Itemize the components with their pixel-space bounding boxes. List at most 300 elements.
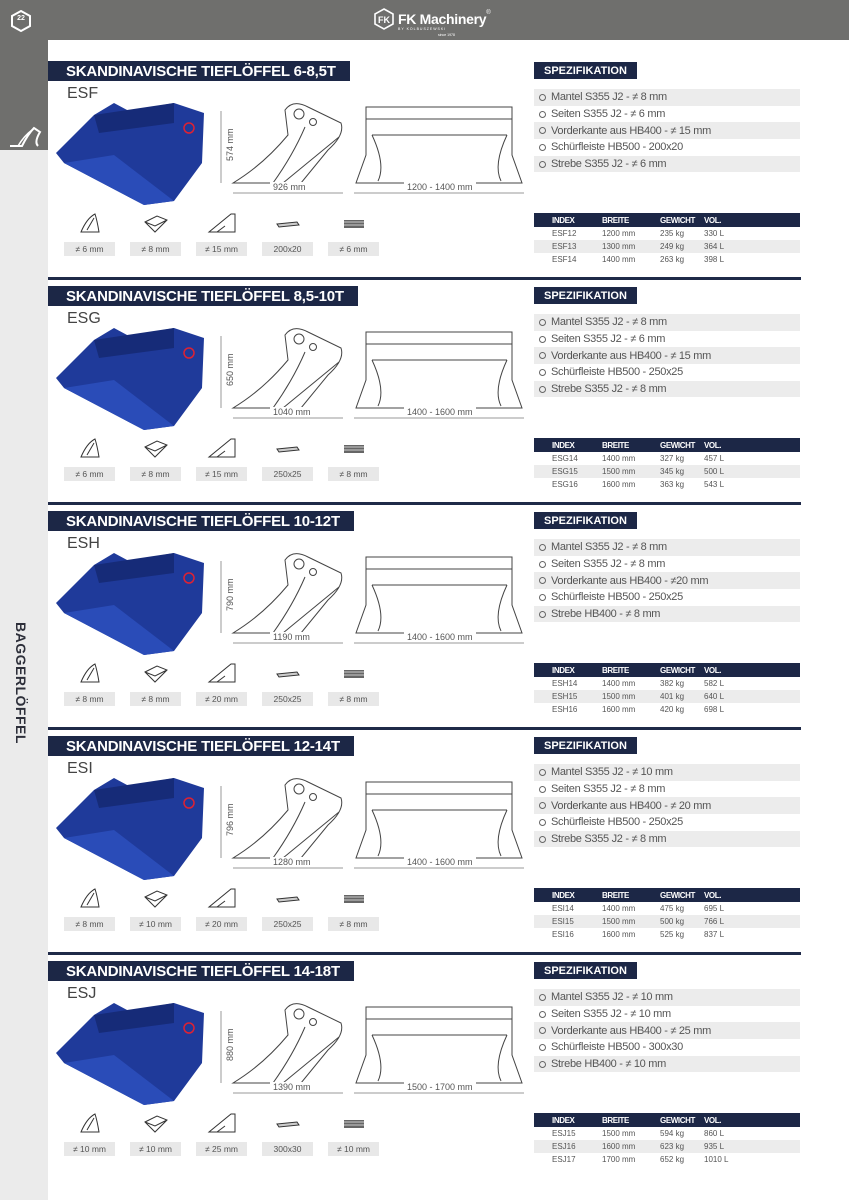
material-value: ≠ 20 mm (196, 692, 247, 706)
bullet-icon (539, 161, 546, 168)
table-row (534, 915, 800, 928)
bullet-icon (539, 1061, 546, 1068)
cell: 695 L (704, 904, 725, 913)
spec-list (534, 764, 800, 847)
cell: 330 L (704, 229, 725, 238)
cell: 640 L (704, 692, 725, 701)
cell: 363 kg (660, 480, 685, 489)
spec-text: Seiten S355 J2 - ≠ 6 mm (551, 108, 666, 121)
wear-strip-icon (275, 662, 301, 684)
cell: 401 kg (660, 692, 685, 701)
col-breite: BREITE (602, 1115, 629, 1125)
spec-heading-text: SPEZIFIKATION (544, 739, 627, 752)
material-value: ≠ 20 mm (196, 917, 247, 931)
col-index: INDEX (552, 215, 575, 225)
bullet-icon (539, 386, 546, 393)
material-value: ≠ 10 mm (328, 1142, 379, 1156)
material-seiten (130, 885, 181, 931)
strut-icon (341, 1112, 367, 1134)
material-icons-row (48, 435, 388, 495)
bucket-photo (54, 768, 209, 883)
material-mantel (64, 1110, 115, 1156)
col-breite: BREITE (602, 665, 629, 675)
cutting-edge-icon (207, 437, 237, 459)
spec-item (534, 364, 800, 381)
cell: 525 kg (660, 930, 685, 939)
spec-text: Schürfleiste HB500 - 300x30 (551, 1041, 683, 1054)
material-mantel (64, 660, 115, 706)
depth-dimension: 926 mm (270, 182, 309, 192)
height-dimension: 574 mm (225, 128, 235, 161)
cutting-edge-icon (207, 1112, 237, 1134)
spec-item (534, 331, 800, 348)
cell: 420 kg (660, 705, 685, 714)
cell: 1600 mm (602, 1142, 636, 1151)
bullet-icon (539, 594, 546, 601)
height-dimension: 880 mm (225, 1028, 235, 1061)
table-row (534, 1153, 800, 1166)
shell-plate-icon (77, 437, 103, 459)
cell: 364 L (704, 242, 725, 251)
cell: 1500 mm (602, 1129, 636, 1138)
col-gewicht: GEWICHT (660, 215, 695, 225)
product-code: ESH (67, 535, 100, 552)
spec-text: Strebe S355 J2 - ≠ 8 mm (551, 833, 667, 846)
material-value: ≠ 15 mm (196, 242, 247, 256)
spec-item (534, 589, 800, 606)
product-section-esi (48, 730, 849, 955)
spec-item (534, 814, 800, 831)
spec-item (534, 572, 800, 589)
cell: 1400 mm (602, 904, 636, 913)
material-mantel (64, 885, 115, 931)
cell: ESH14 (552, 679, 578, 688)
wear-strip-icon (275, 212, 301, 234)
spec-text: Seiten S355 J2 - ≠ 8 mm (551, 783, 666, 796)
spec-heading-text: SPEZIFIKATION (544, 64, 627, 77)
product-code: ESJ (67, 985, 97, 1002)
spec-heading-text: SPEZIFIKATION (544, 514, 627, 527)
material-value: 250x25 (262, 692, 313, 706)
bullet-icon (539, 786, 546, 793)
variant-table (534, 888, 800, 941)
bullet-icon (539, 544, 546, 551)
table-row (534, 465, 800, 478)
cell: ESI15 (552, 917, 574, 926)
table-row (534, 677, 800, 690)
cell: ESF14 (552, 255, 577, 264)
material-value: ≠ 10 mm (64, 1142, 115, 1156)
bucket-photo (54, 543, 209, 658)
cell: 1200 mm (602, 229, 636, 238)
width-dimension: 1200 - 1400 mm (404, 182, 476, 192)
wear-strip-icon (275, 437, 301, 459)
bucket-icon (8, 126, 42, 150)
bullet-icon (539, 1044, 546, 1051)
section-title (48, 736, 354, 756)
brand-logo (374, 8, 491, 38)
material-value: ≠ 8 mm (130, 467, 181, 481)
cell: 1010 L (704, 1155, 729, 1164)
cell: 860 L (704, 1129, 725, 1138)
depth-dimension: 1280 mm (270, 857, 314, 867)
col-breite: BREITE (602, 215, 629, 225)
shell-plate-icon (77, 887, 103, 909)
cell: ESJ17 (552, 1155, 576, 1164)
fk-logo-icon (374, 8, 394, 30)
spec-text: Vorderkante aus HB400 - ≠ 25 mm (551, 1024, 711, 1037)
spec-item (534, 106, 800, 123)
cell: 249 kg (660, 242, 685, 251)
bullet-icon (539, 1011, 546, 1018)
material-value: 250x25 (262, 467, 313, 481)
material-seiten (130, 210, 181, 256)
bullet-icon (539, 994, 546, 1001)
cell: ESI14 (552, 904, 574, 913)
bucket-photo (54, 93, 209, 208)
table-header (534, 663, 800, 677)
cell: 263 kg (660, 255, 685, 264)
cell: 837 L (704, 930, 725, 939)
material-vorderkante (196, 660, 247, 706)
product-code: ESG (67, 310, 101, 327)
cell: 935 L (704, 1142, 725, 1151)
cell: ESH16 (552, 705, 578, 714)
cell: 1600 mm (602, 480, 636, 489)
material-value: ≠ 8 mm (64, 692, 115, 706)
material-value: ≠ 6 mm (328, 242, 379, 256)
cell: ESG16 (552, 480, 578, 489)
strut-icon (341, 437, 367, 459)
cell: ESJ15 (552, 1129, 576, 1138)
spec-text: Mantel S355 J2 - ≠ 10 mm (551, 991, 673, 1004)
bullet-icon (539, 369, 546, 376)
cell: 698 L (704, 705, 725, 714)
material-strebe (328, 885, 379, 931)
bullet-icon (539, 577, 546, 584)
cell: 1400 mm (602, 454, 636, 463)
material-schuerfleiste (262, 885, 313, 931)
spec-list (534, 314, 800, 397)
spec-item (534, 347, 800, 364)
col-gewicht: GEWICHT (660, 1115, 695, 1125)
cell: ESG14 (552, 454, 578, 463)
col-breite: BREITE (602, 440, 629, 450)
bullet-icon (539, 611, 546, 618)
material-strebe (328, 660, 379, 706)
cell: 457 L (704, 454, 725, 463)
material-value: ≠ 8 mm (328, 917, 379, 931)
cell: 1700 mm (602, 1155, 636, 1164)
col-gewicht: GEWICHT (660, 890, 695, 900)
col-index: INDEX (552, 665, 575, 675)
table-row (534, 1140, 800, 1153)
spec-text: Seiten S355 J2 - ≠ 10 mm (551, 1008, 671, 1021)
spec-text: Mantel S355 J2 - ≠ 8 mm (551, 91, 667, 104)
col-vol: VOL. (704, 665, 722, 675)
spec-text: Strebe S355 J2 - ≠ 6 mm (551, 158, 667, 171)
height-dimension: 790 mm (225, 578, 235, 611)
cell: 1300 mm (602, 242, 636, 251)
bucket-photo (54, 993, 209, 1108)
table-row (534, 478, 800, 491)
variant-table (534, 213, 800, 266)
bullet-icon (539, 769, 546, 776)
cell: 1400 mm (602, 679, 636, 688)
cell: 1600 mm (602, 930, 636, 939)
material-strebe (328, 1110, 379, 1156)
table-row (534, 690, 800, 703)
material-schuerfleiste (262, 660, 313, 706)
spec-item (534, 539, 800, 556)
material-seiten (130, 660, 181, 706)
cell: ESF12 (552, 229, 577, 238)
bullet-icon (539, 144, 546, 151)
cell: 1500 mm (602, 917, 636, 926)
cell: 652 kg (660, 1155, 685, 1164)
spec-text: Seiten S355 J2 - ≠ 8 mm (551, 558, 666, 571)
material-value: ≠ 8 mm (130, 692, 181, 706)
material-value: ≠ 8 mm (328, 692, 379, 706)
table-header (534, 1113, 800, 1127)
width-dimension: 1400 - 1600 mm (404, 632, 476, 642)
height-dimension: 796 mm (225, 803, 235, 836)
spec-text: Mantel S355 J2 - ≠ 8 mm (551, 316, 667, 329)
side-plate-icon (143, 212, 169, 234)
material-seiten (130, 435, 181, 481)
material-value: ≠ 10 mm (130, 1142, 181, 1156)
shell-plate-icon (77, 662, 103, 684)
material-seiten (130, 1110, 181, 1156)
section-title (48, 511, 354, 531)
material-strebe (328, 435, 379, 481)
cell: 382 kg (660, 679, 685, 688)
table-header (534, 888, 800, 902)
bullet-icon (539, 819, 546, 826)
wear-strip-icon (275, 887, 301, 909)
spec-text: Vorderkante aus HB400 - ≠ 15 mm (551, 349, 711, 362)
material-value: 250x25 (262, 917, 313, 931)
section-title (48, 286, 358, 306)
variant-table (534, 1113, 800, 1166)
cell: 500 L (704, 467, 725, 476)
bullet-icon (539, 127, 546, 134)
cell: 398 L (704, 255, 725, 264)
bullet-icon (539, 352, 546, 359)
cutting-edge-icon (207, 662, 237, 684)
product-section-esh (48, 505, 849, 730)
spec-list (534, 539, 800, 622)
spec-item (534, 797, 800, 814)
material-value: ≠ 10 mm (130, 917, 181, 931)
sidebar-category-tab[interactable] (0, 40, 48, 150)
col-vol: VOL. (704, 1115, 722, 1125)
svg-text:FK: FK (378, 15, 390, 25)
side-plate-icon (143, 437, 169, 459)
product-section-esj (48, 955, 849, 1180)
section-title (48, 961, 354, 981)
wear-strip-icon (275, 1112, 301, 1134)
material-mantel (64, 210, 115, 256)
cell: ESI16 (552, 930, 574, 939)
bullet-icon (539, 319, 546, 326)
material-vorderkante (196, 435, 247, 481)
spec-list (534, 89, 800, 172)
spec-item (534, 1022, 800, 1039)
material-value: ≠ 8 mm (328, 467, 379, 481)
table-row (534, 240, 800, 253)
sidebar (0, 40, 48, 1200)
cell: 1500 mm (602, 692, 636, 701)
cell: 235 kg (660, 229, 685, 238)
material-schuerfleiste (262, 435, 313, 481)
bullet-icon (539, 1027, 546, 1034)
width-dimension: 1400 - 1600 mm (404, 407, 476, 417)
bullet-icon (539, 336, 546, 343)
col-index: INDEX (552, 440, 575, 450)
depth-dimension: 1040 mm (270, 407, 314, 417)
cell: 1600 mm (602, 705, 636, 714)
col-breite: BREITE (602, 890, 629, 900)
material-mantel (64, 435, 115, 481)
page-number-badge (11, 10, 31, 32)
spec-item (534, 831, 800, 848)
product-code: ESF (67, 85, 99, 102)
material-vorderkante (196, 885, 247, 931)
table-row (534, 928, 800, 941)
col-gewicht: GEWICHT (660, 665, 695, 675)
cell: 1400 mm (602, 255, 636, 264)
spec-text: Seiten S355 J2 - ≠ 6 mm (551, 333, 666, 346)
cell: 475 kg (660, 904, 685, 913)
bullet-icon (539, 836, 546, 843)
spec-item (534, 122, 800, 139)
spec-text: Vorderkante aus HB400 - ≠ 15 mm (551, 124, 711, 137)
strut-icon (341, 212, 367, 234)
material-value: ≠ 6 mm (64, 467, 115, 481)
bucket-photo (54, 318, 209, 433)
spec-heading (534, 512, 637, 529)
cell: 543 L (704, 480, 725, 489)
product-code: ESI (67, 760, 93, 777)
material-value: ≠ 8 mm (130, 242, 181, 256)
bullet-icon (539, 561, 546, 568)
section-title-text: SKANDINAVISCHE TIEFLÖFFEL 14-18T (66, 962, 340, 980)
side-plate-icon (143, 887, 169, 909)
spec-heading-text: SPEZIFIKATION (544, 964, 627, 977)
material-icons-row (48, 1110, 388, 1170)
material-value: ≠ 15 mm (196, 467, 247, 481)
spec-text: Strebe S355 J2 - ≠ 8 mm (551, 383, 667, 396)
spec-list (534, 989, 800, 1072)
section-title-text: SKANDINAVISCHE TIEFLÖFFEL 6-8,5T (66, 62, 336, 80)
bullet-icon (539, 111, 546, 118)
spec-item (534, 606, 800, 623)
spec-text: Schürfleiste HB500 - 250x25 (551, 816, 683, 829)
spec-heading-text: SPEZIFIKATION (544, 289, 627, 302)
table-header (534, 438, 800, 452)
height-dimension: 650 mm (225, 353, 235, 386)
side-plate-icon (143, 662, 169, 684)
spec-item (534, 781, 800, 798)
material-vorderkante (196, 1110, 247, 1156)
cell: 582 L (704, 679, 725, 688)
table-row (534, 703, 800, 716)
cell: ESH15 (552, 692, 578, 701)
spec-text: Schürfleiste HB500 - 250x25 (551, 591, 683, 604)
strut-icon (341, 662, 367, 684)
cell: ESF13 (552, 242, 577, 251)
strut-icon (341, 887, 367, 909)
table-row (534, 253, 800, 266)
depth-dimension: 1390 mm (270, 1082, 314, 1092)
spec-heading (534, 737, 637, 754)
cutting-edge-icon (207, 887, 237, 909)
header-bar (0, 0, 849, 40)
spec-item (534, 1006, 800, 1023)
cell: 500 kg (660, 917, 685, 926)
spec-item (534, 381, 800, 398)
material-value: 200x20 (262, 242, 313, 256)
spec-item (534, 89, 800, 106)
spec-item (534, 156, 800, 173)
material-strebe (328, 210, 379, 256)
brand-name: FK Machinery (398, 11, 487, 27)
registered-mark: ® (486, 10, 491, 16)
side-plate-icon (143, 1112, 169, 1134)
section-title (48, 61, 350, 81)
col-vol: VOL. (704, 215, 722, 225)
cell: 1500 mm (602, 467, 636, 476)
page-number: 22 (17, 15, 25, 22)
cell: 766 L (704, 917, 725, 926)
material-icons-row (48, 660, 388, 720)
section-title-text: SKANDINAVISCHE TIEFLÖFFEL 8,5-10T (66, 287, 344, 305)
shell-plate-icon (77, 1112, 103, 1134)
cell: ESG15 (552, 467, 578, 476)
product-section-esf (48, 55, 849, 280)
spec-heading (534, 962, 637, 979)
brand-subtitle: BY KOLBUSZEWSKI (398, 27, 447, 31)
spec-text: Vorderkante aus HB400 - ≠20 mm (551, 574, 709, 587)
spec-item (534, 1039, 800, 1056)
table-row (534, 902, 800, 915)
cell: ESJ16 (552, 1142, 576, 1151)
material-value: ≠ 6 mm (64, 242, 115, 256)
table-row (534, 1127, 800, 1140)
width-dimension: 1400 - 1600 mm (404, 857, 476, 867)
spec-text: Strebe HB400 - ≠ 10 mm (551, 1058, 666, 1071)
bullet-icon (539, 94, 546, 101)
material-vorderkante (196, 210, 247, 256)
width-dimension: 1500 - 1700 mm (404, 1082, 476, 1092)
spec-heading (534, 62, 637, 79)
spec-text: Vorderkante aus HB400 - ≠ 20 mm (551, 799, 711, 812)
spec-item (534, 1056, 800, 1073)
material-icons-row (48, 885, 388, 945)
col-vol: VOL. (704, 890, 722, 900)
cell: 594 kg (660, 1129, 685, 1138)
spec-item (534, 139, 800, 156)
category-label: BAGGERLÖFFEL (13, 622, 29, 744)
spec-item (534, 556, 800, 573)
section-title-text: SKANDINAVISCHE TIEFLÖFFEL 12-14T (66, 737, 340, 755)
col-index: INDEX (552, 1115, 575, 1125)
variant-table (534, 663, 800, 716)
cell: 327 kg (660, 454, 685, 463)
material-value: 300x30 (262, 1142, 313, 1156)
material-value: ≠ 25 mm (196, 1142, 247, 1156)
